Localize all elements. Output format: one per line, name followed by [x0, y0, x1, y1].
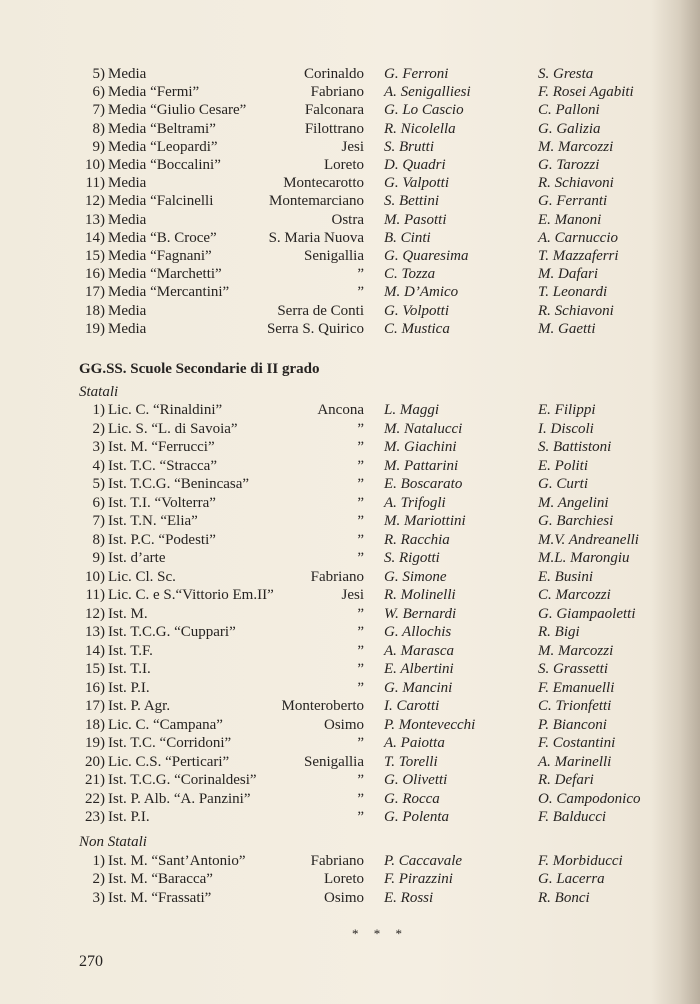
school-name: Media “B. Croce”: [108, 229, 217, 246]
row-number: 16): [85, 679, 105, 696]
school-name: Media “Leopardi”: [108, 138, 218, 155]
table-row: [0, 174, 700, 192]
school-name: Media “Fagnani”: [108, 248, 212, 264]
city: Jesi: [341, 138, 364, 155]
secretary-name: T. Leonardi: [538, 284, 608, 301]
table-row: [0, 771, 700, 789]
city: Montecarotto: [283, 175, 364, 192]
school-name: Ist. T.C.G. “Cuppari”: [108, 624, 236, 640]
row-number: 13): [85, 624, 105, 640]
principal-name: S. Bettini: [384, 193, 439, 210]
row-number: 7): [92, 102, 105, 119]
principal-name: E. Albertini: [384, 661, 454, 677]
school-name: Media: [108, 175, 147, 192]
separator: * * *: [352, 926, 408, 941]
principal-name: T. Torelli: [384, 753, 438, 770]
school-name: Ist. T.I.: [108, 661, 151, 677]
secretary-name: M.L. Marongiu: [538, 550, 630, 566]
school-name: Ist. M.: [108, 605, 148, 622]
school-name: Ist. M. “Baracca”: [108, 871, 213, 888]
table-row: [0, 320, 700, 338]
school-name: Lic. Cl. Sc.: [108, 568, 176, 585]
secretary-name: F. Rosei Agabiti: [538, 84, 634, 101]
city: Jesi: [341, 587, 364, 603]
table-row: [0, 642, 700, 660]
secretary-name: F. Morbiducci: [538, 853, 623, 869]
table-row: [0, 120, 700, 138]
principal-name: A. Marasca: [384, 642, 454, 659]
row-number: 11): [85, 587, 105, 603]
city: ”: [357, 439, 364, 455]
school-name: Ist. P.I.: [108, 679, 150, 696]
city: Ostra: [331, 211, 364, 228]
table-row: [0, 302, 700, 320]
row-number: 18): [85, 716, 105, 733]
secretary-name: R. Bonci: [538, 889, 590, 906]
school-name: Media “Fermi”: [108, 84, 200, 101]
city: ”: [357, 531, 364, 548]
row-number: 20): [85, 753, 105, 770]
row-number: 5): [92, 66, 105, 82]
statali-label: Statali: [79, 384, 119, 400]
secretary-name: R. Schiavoni: [538, 175, 614, 192]
school-name: Lic. C.S. “Perticari”: [108, 753, 230, 770]
row-number: 11): [85, 175, 105, 192]
secretary-name: S. Grassetti: [538, 661, 609, 677]
table-row: [0, 247, 700, 265]
row-number: 5): [92, 476, 105, 492]
school-name: Lic. S. “L. di Savoia”: [108, 420, 238, 437]
principal-name: S. Rigotti: [384, 550, 440, 566]
school-name: Ist. P.I.: [108, 809, 150, 825]
row-number: 9): [92, 138, 105, 155]
school-name: Ist. T.F.: [108, 642, 153, 659]
principal-name: G. Ferroni: [384, 66, 449, 82]
table-row: [0, 660, 700, 678]
principal-name: F. Pirazzini: [384, 871, 453, 888]
city: ”: [357, 642, 364, 659]
city: S. Maria Nuova: [268, 229, 364, 246]
principal-name: C. Mustica: [384, 320, 450, 337]
secretary-name: R. Bigi: [538, 624, 580, 640]
table-row: [0, 475, 700, 493]
row-number: 10): [85, 157, 105, 173]
row-number: 10): [85, 568, 105, 585]
school-name: Ist. T.C.G. “Benincasa”: [108, 476, 250, 492]
table-row: [0, 852, 700, 870]
table-row: [0, 138, 700, 156]
table-row: [0, 265, 700, 283]
school-name: Media “Marchetti”: [108, 266, 222, 283]
city: Senigallia: [304, 753, 364, 770]
principal-name: D. Quadri: [384, 157, 446, 173]
principal-name: G. Rocca: [384, 790, 440, 807]
principal-name: G. Mancini: [384, 679, 453, 696]
table-row: [0, 549, 700, 567]
city: Monteroberto: [281, 698, 364, 714]
principal-name: M. Mariottini: [384, 513, 466, 529]
school-name: Ist. P. Alb. “A. Panzini”: [108, 790, 251, 807]
row-number: 23): [85, 809, 105, 825]
school-name: Ist. T.N. “Elia”: [108, 513, 198, 529]
table-row: [0, 568, 700, 586]
city: ”: [357, 790, 364, 807]
row-number: 17): [85, 698, 105, 714]
table-row: [0, 65, 700, 83]
secretary-name: G. Ferranti: [538, 193, 608, 210]
secretary-name: M. Marcozzi: [538, 138, 614, 155]
row-number: 3): [92, 439, 105, 455]
school-name: Media: [108, 66, 147, 82]
school-name: Ist. M. “Frassati”: [108, 889, 212, 906]
table-row: [0, 870, 700, 888]
school-name: Media: [108, 302, 147, 319]
table-row: [0, 401, 700, 419]
school-name: Ist. T.C. “Stracca”: [108, 457, 217, 474]
principal-name: P. Caccavale: [384, 853, 463, 869]
school-name: Ist. d’arte: [108, 550, 166, 566]
city: Corinaldo: [304, 66, 364, 82]
secretary-name: G. Giampaoletti: [538, 605, 636, 622]
secretary-name: A. Carnuccio: [538, 229, 618, 246]
principal-name: R. Nicolella: [384, 120, 456, 137]
city: ”: [357, 476, 364, 492]
table-row: [0, 494, 700, 512]
secretary-name: M. Gaetti: [538, 320, 596, 337]
city: ”: [357, 679, 364, 696]
city: ”: [357, 494, 364, 511]
city: Loreto: [324, 157, 364, 173]
principal-name: G. Allochis: [384, 624, 452, 640]
row-number: 19): [85, 735, 105, 751]
city: ”: [357, 284, 364, 301]
row-number: 17): [85, 284, 105, 301]
city: Fabriano: [310, 84, 364, 101]
table-row: [0, 156, 700, 174]
principal-name: G. Volpotti: [384, 302, 450, 319]
table-row: [0, 808, 700, 826]
table-row: [0, 586, 700, 604]
table-row: [0, 716, 700, 734]
city: ”: [357, 809, 364, 825]
table-row: [0, 790, 700, 808]
row-number: 2): [92, 871, 105, 888]
city: Falconara: [304, 102, 364, 119]
city: ”: [357, 605, 364, 622]
row-number: 9): [92, 550, 105, 566]
principal-name: P. Montevecchi: [384, 716, 476, 733]
principal-name: A. Paiotta: [384, 735, 445, 751]
city: Fabriano: [310, 853, 364, 869]
secretary-name: S. Gresta: [538, 66, 594, 82]
secretary-name: E. Politi: [538, 457, 588, 474]
row-number: 2): [92, 420, 105, 437]
school-name: Lic. C. e S.“Vittorio Em.II”: [108, 587, 274, 603]
secretary-name: C. Marcozzi: [538, 587, 611, 603]
secretary-name: T. Mazzaferri: [538, 248, 619, 264]
principal-name: C. Tozza: [384, 266, 436, 283]
city: Filottrano: [304, 120, 364, 137]
school-name: Media “Beltrami”: [108, 120, 216, 137]
row-number: 8): [92, 531, 105, 548]
principal-name: E. Boscarato: [384, 476, 463, 492]
row-number: 8): [92, 120, 105, 137]
city: Serra S. Quirico: [266, 320, 364, 337]
row-number: 22): [85, 790, 105, 807]
row-number: 15): [85, 248, 105, 264]
city: ”: [357, 457, 364, 474]
secretary-name: G. Barchiesi: [538, 513, 614, 529]
principal-name: R. Racchia: [384, 531, 450, 548]
principal-name: M. Giachini: [384, 439, 457, 455]
school-name: Ist. P. Agr.: [108, 698, 171, 714]
table-row: [0, 83, 700, 101]
row-number: 14): [85, 229, 105, 246]
principal-name: W. Bernardi: [384, 605, 457, 622]
table-row: [0, 420, 700, 438]
school-name: Media: [108, 211, 147, 228]
school-name: Ist. M. “Sant’Antonio”: [108, 853, 246, 869]
principal-name: M. Pasotti: [384, 211, 447, 228]
school-name: Media “Boccalini”: [108, 157, 221, 173]
city: ”: [357, 735, 364, 751]
city: Senigallia: [304, 248, 364, 264]
secretary-name: C. Trionfetti: [538, 698, 612, 714]
page-number: 270: [79, 953, 103, 970]
school-name: Ist. T.C.G. “Corinaldesi”: [108, 772, 257, 788]
secretary-name: G. Galizia: [538, 120, 601, 137]
school-name: Ist. P.C. “Podesti”: [108, 531, 216, 548]
secretary-name: M. Angelini: [538, 494, 609, 511]
principal-name: G. Lo Cascio: [384, 102, 464, 119]
secretary-name: F. Balducci: [538, 809, 607, 825]
row-number: 18): [85, 302, 105, 319]
secretary-name: I. Discoli: [538, 420, 594, 437]
row-number: 21): [85, 772, 105, 788]
table-row: [0, 531, 700, 549]
secretary-name: C. Palloni: [538, 102, 600, 119]
secretary-name: M. Marcozzi: [538, 642, 614, 659]
non-statali-label: Non Statali: [79, 834, 147, 850]
principal-name: I. Carotti: [384, 698, 440, 714]
city: Osimo: [323, 889, 364, 906]
principal-name: G. Olivetti: [384, 772, 448, 788]
city: ”: [357, 266, 364, 283]
city: Fabriano: [310, 568, 364, 585]
principal-name: M. D’Amico: [384, 284, 459, 301]
secretary-name: G. Curti: [538, 476, 589, 492]
row-number: 14): [85, 642, 105, 659]
table-row: [0, 623, 700, 641]
secretary-name: G. Lacerra: [538, 871, 605, 888]
secretary-name: S. Battistoni: [538, 439, 612, 455]
principal-name: G. Polenta: [384, 809, 449, 825]
school-name: Ist. T.C. “Corridoni”: [108, 735, 232, 751]
table-row: [0, 512, 700, 530]
principal-name: B. Cinti: [384, 229, 431, 246]
school-name: Ist. T.I. “Volterra”: [108, 494, 216, 511]
principal-name: M. Natalucci: [384, 420, 463, 437]
table-row: [0, 734, 700, 752]
table-row: [0, 679, 700, 697]
principal-name: L. Maggi: [384, 402, 440, 418]
principal-name: R. Molinelli: [384, 587, 456, 603]
section-heading: GG.SS. Scuole Secondarie di II grado: [79, 361, 320, 377]
row-number: 19): [85, 320, 105, 337]
secretary-name: P. Bianconi: [538, 716, 607, 733]
row-number: 1): [92, 853, 105, 869]
secretary-name: A. Marinelli: [538, 753, 612, 770]
secretary-name: E. Busini: [538, 568, 593, 585]
row-number: 12): [85, 605, 105, 622]
secretary-name: F. Emanuelli: [538, 679, 615, 696]
principal-name: A. Senigalliesi: [384, 84, 471, 101]
school-name: Media “Giulio Cesare”: [108, 102, 247, 119]
principal-name: E. Rossi: [384, 889, 434, 906]
table-row: [0, 889, 700, 907]
row-number: 15): [85, 661, 105, 677]
secretary-name: R. Schiavoni: [538, 302, 614, 319]
city: Serra de Conti: [277, 302, 364, 319]
school-name: Media: [108, 320, 147, 337]
table-row: [0, 283, 700, 301]
secretary-name: R. Defari: [538, 772, 594, 788]
principal-name: A. Trifogli: [384, 494, 446, 511]
city: Osimo: [323, 716, 364, 733]
secretary-name: E. Manoni: [538, 211, 602, 228]
row-number: 16): [85, 266, 105, 283]
principal-name: G. Simone: [384, 568, 447, 585]
city: ”: [357, 772, 364, 788]
table-row: [0, 211, 700, 229]
principal-name: M. Pattarini: [384, 457, 459, 474]
row-number: 4): [92, 457, 105, 474]
city: ”: [357, 550, 364, 566]
city: Ancona: [317, 402, 364, 418]
principal-name: G. Valpotti: [384, 175, 450, 192]
school-name: Media “Mercantini”: [108, 284, 230, 301]
secretary-name: M.V. Andreanelli: [538, 531, 639, 548]
city: Montemarciano: [269, 193, 364, 210]
city: ”: [357, 661, 364, 677]
table-row: [0, 192, 700, 210]
table-row: [0, 101, 700, 119]
city: Loreto: [324, 871, 364, 888]
table-row: [0, 438, 700, 456]
table-row: [0, 229, 700, 247]
school-name: Ist. M. “Ferrucci”: [108, 439, 215, 455]
secretary-name: E. Filippi: [538, 402, 596, 418]
city: ”: [357, 624, 364, 640]
row-number: 3): [92, 889, 105, 906]
table-row: [0, 605, 700, 623]
secretary-name: F. Costantini: [538, 735, 616, 751]
principal-name: G. Quaresima: [384, 248, 469, 264]
row-number: 6): [92, 84, 105, 101]
school-name: Lic. C. “Rinaldini”: [108, 402, 223, 418]
row-number: 1): [92, 402, 105, 418]
city: ”: [357, 513, 364, 529]
row-number: 7): [92, 513, 105, 529]
secretary-name: G. Tarozzi: [538, 157, 600, 173]
row-number: 13): [85, 211, 105, 228]
secretary-name: O. Campodonico: [538, 790, 641, 807]
table-row: [0, 457, 700, 475]
table-row: [0, 697, 700, 715]
row-number: 6): [92, 494, 105, 511]
secretary-name: M. Dafari: [538, 266, 598, 283]
row-number: 12): [85, 193, 105, 210]
school-name: Media “Falcinelli: [108, 193, 214, 210]
principal-name: S. Brutti: [384, 138, 435, 155]
school-name: Lic. C. “Campana”: [108, 716, 223, 733]
table-row: [0, 753, 700, 771]
city: ”: [357, 420, 364, 437]
